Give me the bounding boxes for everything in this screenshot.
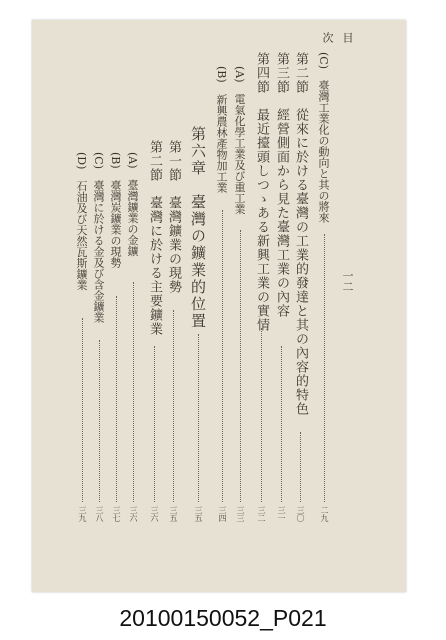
leader-dots (324, 234, 325, 502)
leader-dots (154, 346, 155, 502)
toc-page-4: 三三 (236, 506, 245, 522)
toc-page-2: 三一 (277, 506, 286, 522)
toc-page-7: 三五 (169, 506, 178, 522)
leader-dots (222, 210, 223, 502)
toc-page-8: 三六 (150, 506, 159, 522)
folio-number: 一二 (341, 270, 354, 292)
toc-entry-12: (D) 石油及び天然瓦斯鑛業 (75, 152, 88, 291)
toc-page-5: 三四 (218, 506, 227, 522)
toc-entry-7: 第一節 臺灣鑛業の現勢 (166, 140, 181, 294)
image-id-caption: 20100150052_P021 (119, 605, 327, 631)
toc-chapter-heading: 第六章 臺灣の鑛業的位置 (189, 126, 207, 330)
toc-page-10: 三七 (112, 506, 121, 522)
leader-dots (281, 346, 282, 502)
toc-page-9: 三六 (129, 506, 138, 522)
leader-dots (198, 334, 199, 502)
toc-page-0: 二九 (320, 506, 329, 522)
leader-dots (82, 318, 83, 502)
toc-entry-10: (B) 臺灣炭鑛業の現勢 (109, 152, 122, 268)
toc-page-1: 三〇 (296, 506, 305, 522)
leader-dots (300, 432, 301, 502)
book-page (32, 20, 406, 592)
toc-page-11: 三八 (95, 506, 104, 522)
toc-entry-11: (C) 臺灣に於ける金及び含金鑛業 (92, 152, 105, 323)
toc-entry-3: 第四節 最近擡頭しつゝある新興工業の實情 (254, 52, 269, 332)
toc-entry-9: (A) 臺灣鑛業の金鑛 (126, 152, 139, 257)
toc-entry-4: (A) 電氣化學工業及び重工業 (233, 66, 246, 215)
toc-entry-2: 第三節 經營側面から見た臺灣工業の內容 (274, 52, 289, 318)
leader-dots (99, 340, 100, 502)
leader-dots (240, 230, 241, 502)
toc-entry-5: (B) 新興農林產物加工業 (215, 66, 228, 193)
toc-entry-8: 第二節 臺灣に於ける主要鑛業 (147, 140, 162, 336)
leader-dots (261, 328, 262, 502)
leader-dots (173, 310, 174, 502)
toc-page-3: 三二 (257, 506, 266, 522)
toc-page-6: 三五 (194, 506, 203, 522)
toc-entry-0: (C) 臺灣工業化の動向と其の將來 (317, 52, 330, 223)
header-label: 目 (341, 32, 354, 43)
header-label-2: 次 (321, 32, 334, 43)
leader-dots (116, 296, 117, 502)
toc-page-12: 三九 (78, 506, 87, 522)
toc-entry-1: 第二節 從來に於ける臺灣の工業的發達と其の內容的特色 (293, 52, 308, 416)
leader-dots (133, 282, 134, 502)
